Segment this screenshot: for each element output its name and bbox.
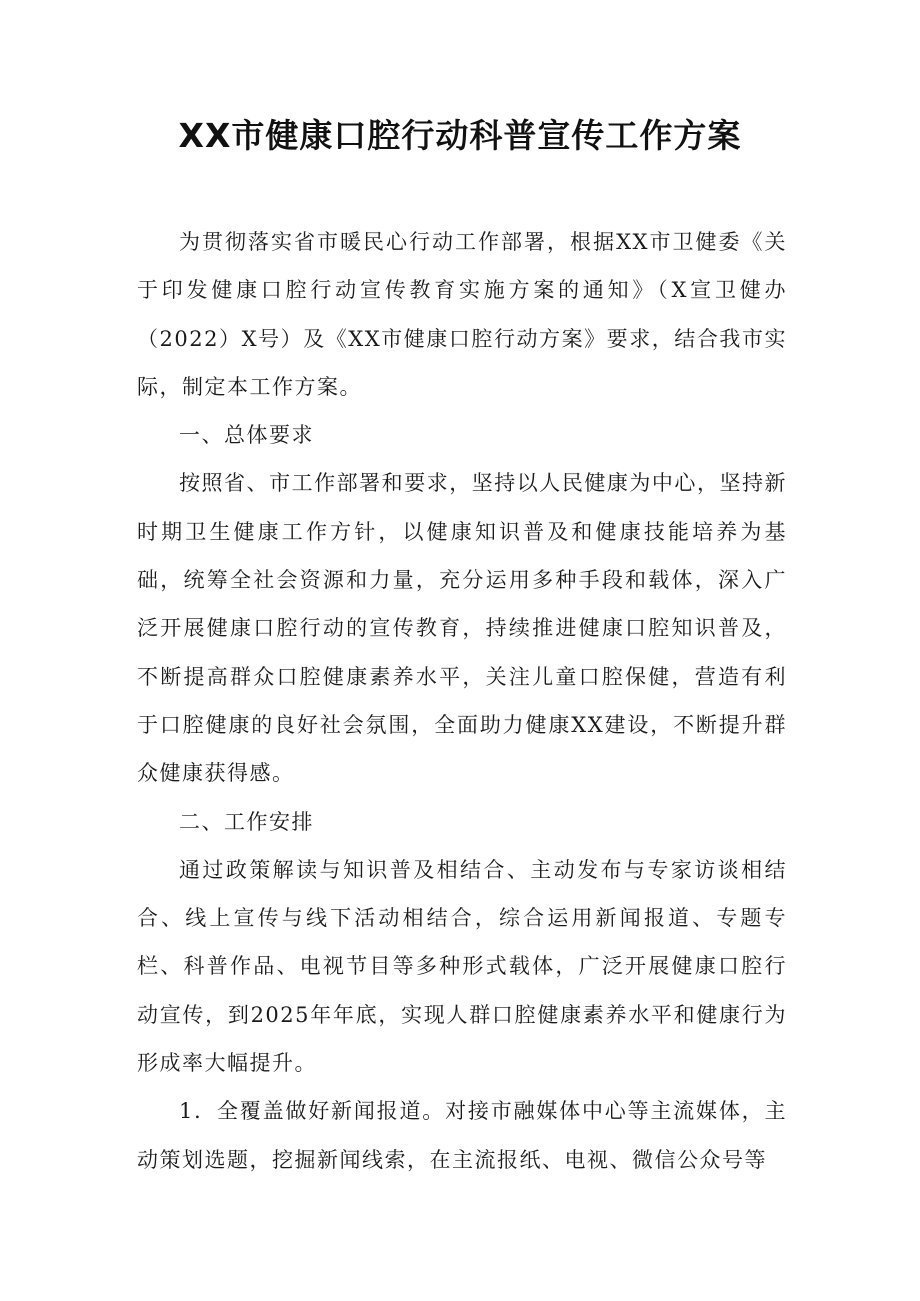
- general-requirements-paragraph: 按照省、市工作部署和要求，坚持以人民健康为中心，坚持新时期卫生健康工作方针，以健康知识普及和健康技能培养为基础，统筹全社会资源和力量，充分运用多种手段和载体，深入广泛开展健康口腔行动的宣传教育，持续推进健康口腔知识普及，不断提高群众口腔健康素养水平，关注儿童口腔保健，营造有利于口腔健康的良好社会氛围，全面助力健康XX建设，不断提升群众健康获得感。: [137, 471, 787, 786]
- section-heading-general: 一、总体要求: [179, 423, 314, 448]
- item-1-paragraph: 1．全覆盖做好新闻报道。对接市融媒体中心等主流媒体，主动策划选题，挖掘新闻线索，在主流报纸、电视、微信公众号等: [137, 1099, 787, 1172]
- arrangements-paragraph: 通过政策解读与知识普及相结合、主动发布与专家访谈相结合、线上宣传与线下活动相结合，综合运用新闻报道、专题专栏、科普作品、电视节目等多种形式载体，广泛开展健康口腔行动宣传，到2025年年底，实现人群口腔健康素养水平和健康行为形成率大幅提升。: [137, 857, 787, 1076]
- section-heading-arrangements: 二、工作安排: [179, 809, 314, 834]
- document-title: XX市健康口腔行动科普宣传工作方案: [178, 116, 742, 155]
- document-body: [137, 218, 787, 1184]
- intro-paragraph: 为贯彻落实省市暖民心行动工作部署，根据XX市卫健委《关于印发健康口腔行动宣传教育实施方案的通知》（X宣卫健办（2022）X号）及《XX市健康口腔行动方案》要求，结合我市实际，制定本工作方案。: [137, 230, 787, 399]
